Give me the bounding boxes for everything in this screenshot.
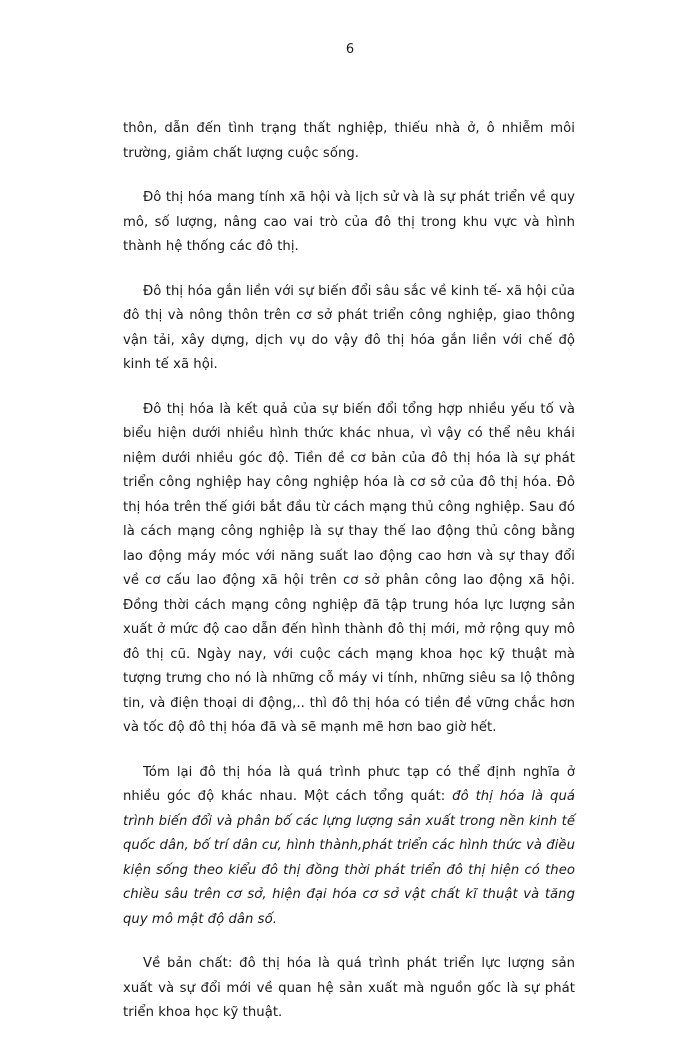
page-number: 6 [345,42,355,57]
definition-lead: Tóm lại đô thị hóa là quá trình phưc tạp có thể định nghĩa ở nhiều góc độ khác nhau. Một cách tổng quát: [123,764,575,804]
document-body [123,117,575,1046]
paragraph-definition [123,761,575,933]
paragraph-social-history: Đô thị hóa mang tính xã hội và lịch sử và là sự phát triển về quy mô, số lượng, nâng cao vai trò của đô thị trong khu vực và hình thành hệ thống các đô thị. [123,190,575,254]
paragraph-continuation: thôn, dẫn đến tình trạng thất nghiệp, thiếu nhà ở, ô nhiễm môi trường, giảm chất lượng cuộc sống. [123,121,575,161]
paragraph-essence: Về bản chất: đô thị hóa là quá trình phát triển lực lượng sản xuất và sự đổi mới về quan hệ sản xuất mà nguồn gốc là sự phát triển khoa học kỹ thuật. [123,956,575,1020]
paragraph-economic-change: Đô thị hóa gắn liền với sự biến đổi sâu sắc về kinh tế- xã hội của đô thị và nông thôn trên cơ sở phát triển công nghiệp, giao thông vận tải, xây dựng, dịch vụ do vậy đô thị hóa gắn liền với chế độ kinh tế xã hội. [123,283,575,372]
paragraph-industrialization: Đô thị hóa là kết quả của sự biến đổi tổng hợp nhiều yếu tố và biểu hiện dưới nhiều hình thức khác nhua, vì vậy có thể nêu khái niệm dưới nhiều góc độ. Tiền đề cơ bản của đô thị hóa là sự phát triển công nghiệp hay công nghiệp hóa là cơ sở của đô thị hóa. Đô thị hóa trên thế giới bắt đầu từ cách mạng thủ công nghiệp. Sau đó là cách mạng công nghiệp là sự thay thế lao động thủ công bằng lao động máy móc với năng suất lao động cao hơn và sự thay đổi về cơ cấu lao động xã hội trên cơ sở phân công lao động xã hội. Đồng thời cách mạng công nghiệp đã tập trung hóa lực lượng sản xuất ở mức độ cao dẫn đến hình thành đô thị mới, mở rộng quy mô đô thị cũ. Ngày nay, với cuộc cách mạng khoa học kỹ thuật mà tượng trưng cho nó là những cỗ máy vi tính, những siêu sa lộ thông tin, và điện thoại di động,.. thì đô thị hóa có tiền đề vững chắc hơn và tốc độ đô thị hóa đã và sẽ mạnh mẽ hơn bao giờ hết. [123,401,575,735]
definition-emphasis: đô thị hóa là quá trình biến đổi và phân bố các lựng lượng sản xuất trong nền kinh tế quốc dân, bố trí dân cư, hình thành,phát triển các hình thức và điều kiện sống theo kiểu đô thị đồng thời phát triển đô thị hiện có theo chiều sâu trên cơ sở, hiện đại hóa cơ sở vật chất kĩ thuật và tăng quy mô mật độ dân số. [123,789,575,927]
